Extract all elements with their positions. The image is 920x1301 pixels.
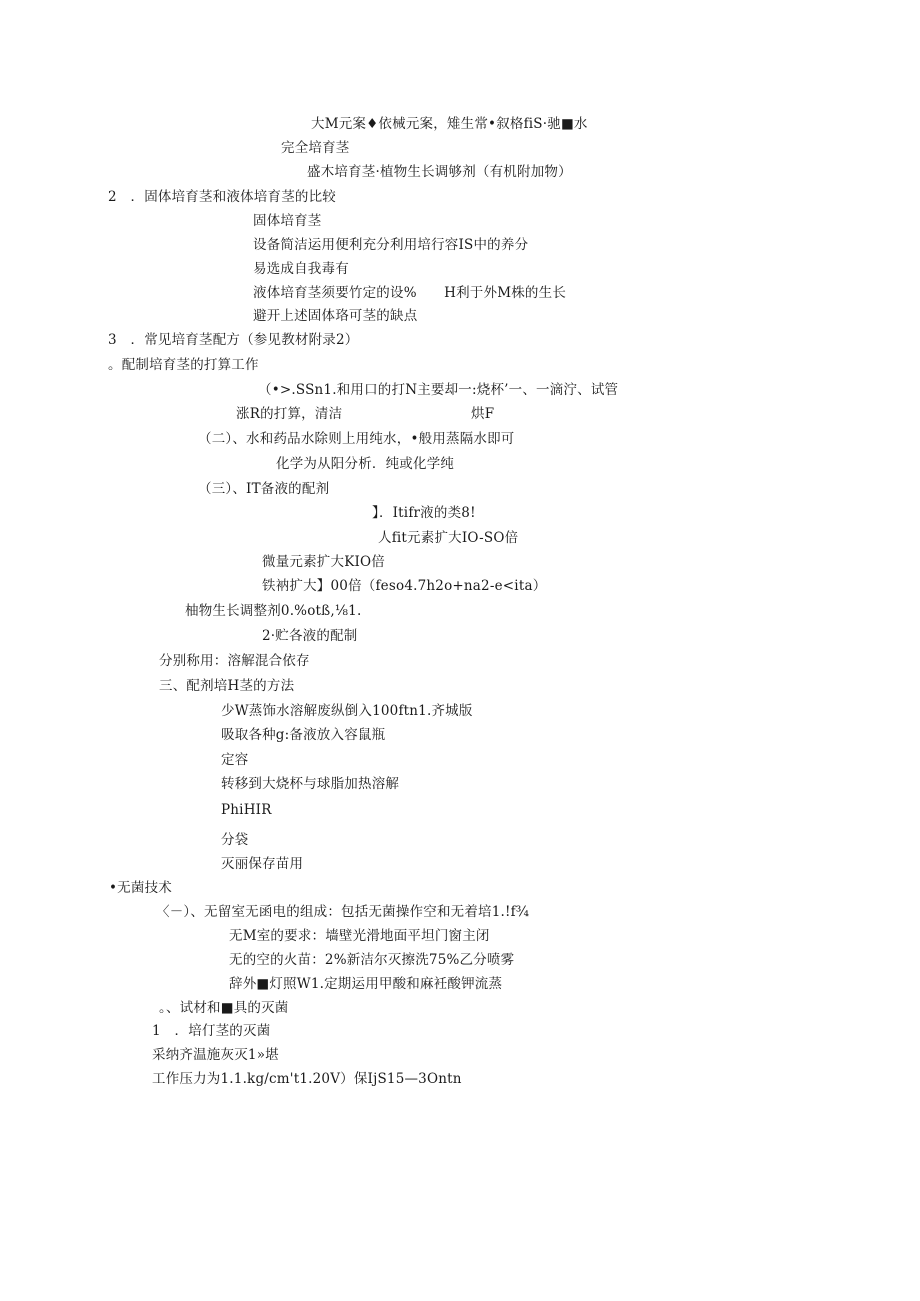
text-line: 〈－）、无留室无函电的组成：包括无菌操作空和无着培1.!f¾ [156, 904, 530, 920]
text-line: 少W蒸饰水溶解废纵倒入100ftn1.齐城版 [221, 703, 473, 719]
text-line: 盛木培育茎·植物生长调够剂（有机附加物） [307, 164, 572, 180]
text-line: 大M元案♦依械元案，雉生常•叙格fiS·驰■水 [311, 116, 588, 132]
text-line: 无的空的火苗：2%新洁尔灭擦洗75%乙分喷雾 [229, 952, 515, 968]
text-line: 避开上述固体珞可茎的缺点 [253, 308, 418, 324]
text-line: 。、试材和■具的灭菌 [159, 1000, 289, 1016]
text-line: 分别称用：溶解混合依存 [159, 653, 310, 669]
text-line: 吸取各种g:备液放入容鼠瓶 [221, 727, 386, 743]
text-line: 柚物生长调整剂0.%otß,⅛1. [185, 603, 362, 619]
text-line: 化学为从阳分析．纯或化学纯 [276, 456, 455, 472]
text-line: 固体培育茎 [253, 213, 322, 229]
text-line: 转移到大烧杯与球脂加热溶解 [221, 776, 400, 792]
text-line: 易选成自我毒有 [253, 261, 349, 277]
text-line: 三、配剂培H茎的方法 [159, 678, 295, 694]
text-line: 液体培育茎须要竹定的设% H利于外M株的生长 [253, 285, 567, 301]
text-line: 】．Itifr液的类8! [372, 505, 476, 521]
text-line: 设备简洁运用便利充分利用培行容IS中的养分 [253, 237, 529, 253]
text-line: 微量元素扩大KIO倍 [262, 554, 385, 570]
text-line: 工作压力为1.1.kg/cm't1.20V）保IjS15—3Ontn [152, 1071, 462, 1087]
text-line: PhiHIR [221, 802, 272, 818]
text-line: 。配制培育茎的打算工作 [108, 357, 259, 373]
text-line: （二）、水和药品水除则上用纯水，•般用蒸隔水即可 [198, 431, 515, 447]
text-line: （三）、IT备液的配剂 [198, 481, 330, 497]
text-line: 1 ．培仃茎的灭菌 [152, 1023, 271, 1039]
text-line: 灭丽保存苗用 [221, 856, 304, 872]
text-line: 涨R的打算，清洁 [236, 406, 343, 422]
text-line: 分袋 [221, 832, 249, 848]
text-line: 铁衲扩大】00倍（feso4.7h2o+na2-e<ita） [262, 578, 547, 594]
text-line: 2·贮各液的配制 [262, 628, 358, 644]
text-line: 定容 [221, 752, 249, 768]
text-line: 烘F [471, 406, 495, 422]
text-line: 3 ．常见培育茎配方（参见教材附录2） [108, 332, 359, 348]
text-line: 完全培育茎 [281, 140, 350, 156]
text-line: 2 ．固体培育茎和液体培育茎的比较 [108, 189, 336, 205]
text-line: 人fit元素扩大IO-SO倍 [378, 530, 519, 546]
text-line: 辞外■灯照W1.定期运用甲酸和麻衽酸钾流蒸 [229, 976, 503, 992]
text-line: （•>.SSn1.和用口的打N主要却一:烧杯’一、一滴泞、试管 [258, 382, 619, 398]
text-line: 无M室的要求：墙壁光滑地面平坦门窗主闭 [229, 928, 490, 944]
text-line: 采纳齐温施灰灭1»堪 [152, 1047, 279, 1063]
text-line: •无菌技术 [109, 880, 172, 896]
